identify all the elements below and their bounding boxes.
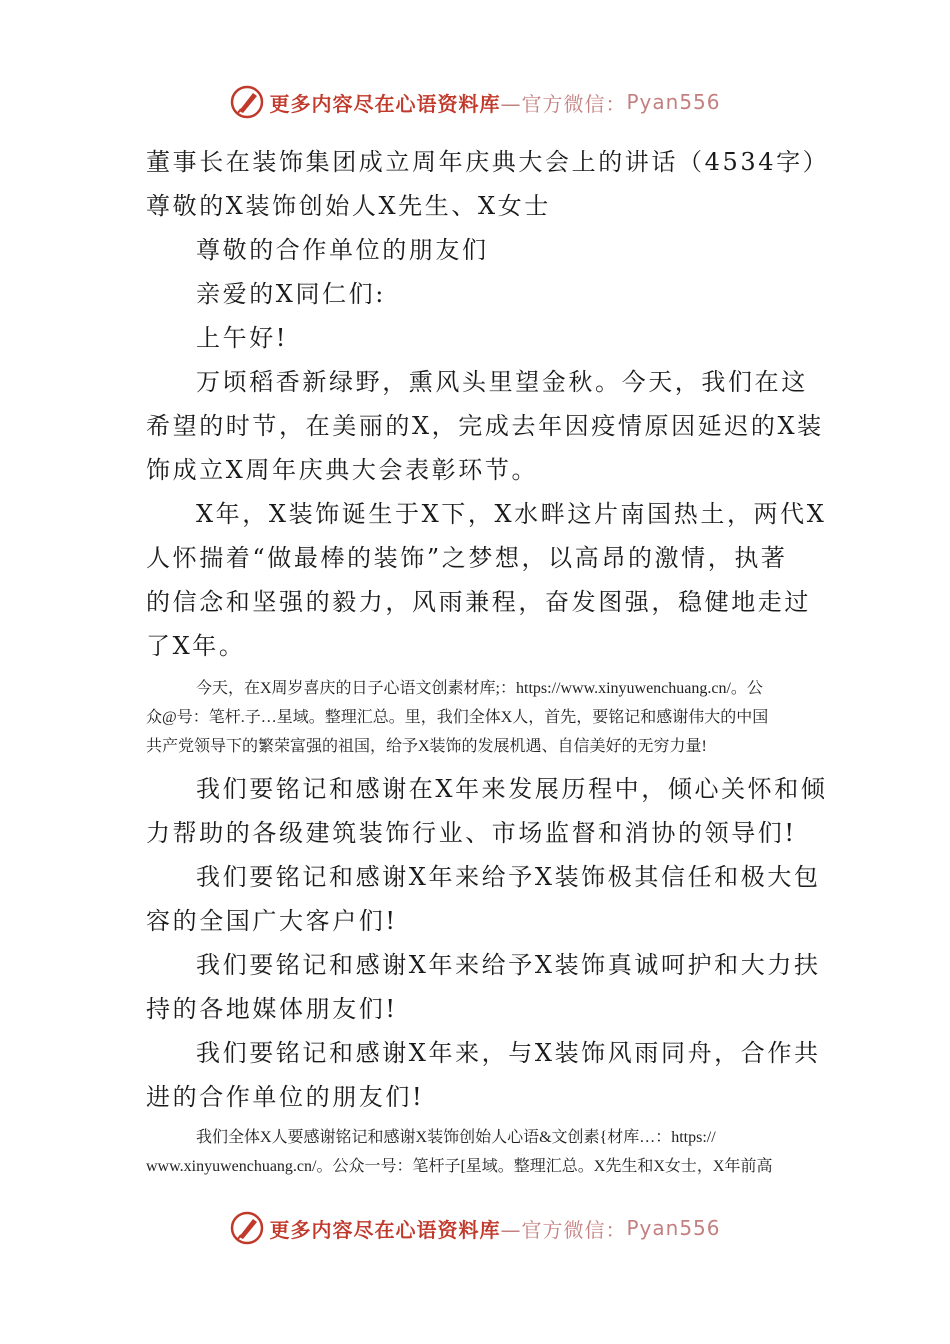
greeting: 上午好! [196,324,289,352]
banner-library-text: 更多内容尽在心语资料库 [269,1217,501,1242]
paragraph-line: 了X年。 [146,632,246,660]
document-body [146,140,830,1181]
small-paragraph-line: www.xinyuwenchuang.cn/。公众一号：笔杆子[星域。整理汇总。X先生和X女士，X年前高 [146,1158,773,1175]
footer-banner [0,1210,950,1246]
paragraph-line: 我们要铭记和感谢X年来，与X装饰风雨同舟，合作共 [196,1039,821,1067]
salutation-colleagues: 亲爱的X同仁们: [196,280,386,308]
paragraph-line: 我们要铭记和感谢X年来给予X装饰极其信任和极大包 [196,863,821,891]
pen-logo-icon [229,84,265,120]
banner-library-text: 更多内容尽在心语资料库 [269,91,501,116]
paragraph-line: 饰成立X周年庆典大会表彰环节。 [146,456,539,484]
paragraph-line: 我们要铭记和感谢X年来给予X装饰真诚呵护和大力扶 [196,951,821,979]
paragraph-line: 希望的时节，在美丽的X，完成去年因疫情原因延迟的X装 [146,412,824,440]
salutation-founders: 尊敬的X装饰创始人X先生、X女士 [146,192,551,220]
paragraph-line: 进的合作单位的朋友们! [146,1083,425,1111]
small-paragraph-line: 我们全体X人要感谢铭记和感谢X装饰创始人心语&文创素{材库…：https:// [196,1129,716,1146]
paragraph-line: 的信念和坚强的毅力，风雨兼程，奋发图强，稳健地走过 [146,588,811,616]
pen-logo-icon [229,1210,265,1246]
paragraph-line: X年，X装饰诞生于X下，X水畔这片南国热土，两代X [196,500,827,528]
header-banner [0,84,950,120]
document-title: 董事长在装饰集团成立周年庆典大会上的讲话（4534字） [146,148,830,176]
small-paragraph-line: 今天，在X周岁喜庆的日子心语文创素材库;：https://www.xinyuwenchuang.cn/。公 [196,680,763,697]
paragraph-line: 容的全国广大客户们! [146,907,398,935]
paragraph-line: 持的各地媒体朋友们! [146,995,398,1023]
salutation-partners: 尊敬的合作单位的朋友们 [196,236,489,264]
small-paragraph-line: 共产党领导下的繁荣富强的祖国，给予X装饰的发展机遇、自信美好的无穷力量! [146,738,707,755]
paragraph-line: 人怀揣着“做最棒的装饰”之梦想，以高昂的激情，执著 [146,544,788,572]
paragraph-line: 我们要铭记和感谢在X年来发展历程中，倾心关怀和倾 [196,775,828,803]
paragraph-line: 万顷稻香新绿野，熏风头里望金秋。今天，我们在这 [196,368,808,396]
small-paragraph-line: 众@号：笔杆.子…星域。整理汇总。里，我们全体X人，首先，要铭记和感谢伟大的中国 [146,709,769,726]
banner-wechat-id: Pyan556 [626,90,721,114]
banner-wechat-id: Pyan556 [626,1216,721,1240]
banner-official-text: —官方微信： [500,91,627,116]
banner-official-text: —官方微信： [500,1217,627,1242]
paragraph-line: 力帮助的各级建筑装饰行业、市场监督和消协的领导们! [146,819,797,847]
